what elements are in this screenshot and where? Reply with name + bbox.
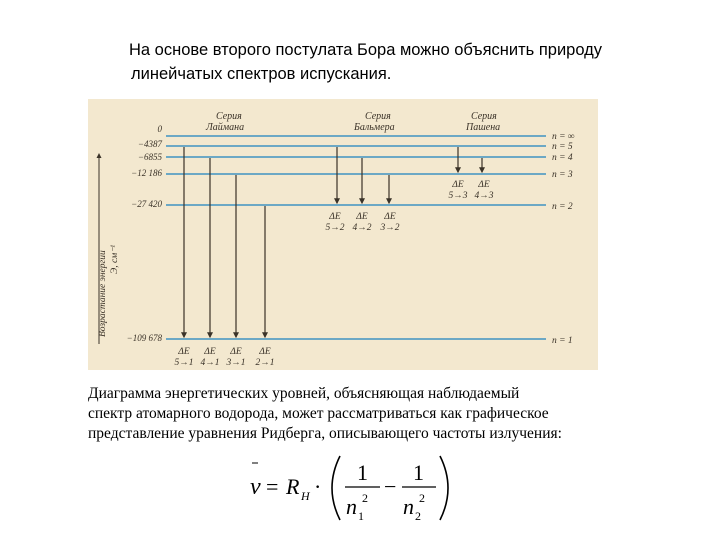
lyman-delta-4: ΔE (259, 347, 271, 357)
series-paschen-label-2: Пашена (466, 122, 501, 133)
series-balmer-label-1: Серия (365, 111, 391, 122)
formula-equals: = (266, 474, 279, 499)
lyman-delta-2: ΔE (204, 347, 216, 357)
series-lyman-label-2: Лаймана (206, 122, 245, 133)
energy-axis-unit: Э, см⁻¹ (110, 244, 120, 274)
paschen-trans-2: 4→3 (474, 191, 494, 201)
energy-level-diagram (88, 99, 598, 370)
frac2-n-sq: 2 (419, 491, 425, 505)
frac2-numerator: 1 (413, 460, 424, 485)
lyman-trans-4: 2→1 (255, 358, 275, 368)
balmer-trans-1: 5→2 (325, 223, 345, 233)
n-label-1: n = 1 (552, 336, 573, 346)
rydberg-formula (240, 448, 460, 528)
heading-line-2: линейчатых спектров испускания. (131, 65, 392, 83)
frac1-numerator: 1 (357, 460, 368, 485)
formula-r-sub: H (301, 489, 310, 503)
lyman-trans-1: 5→1 (174, 358, 194, 368)
formula-r: R (286, 474, 300, 499)
n-label-4: n = 4 (552, 153, 573, 163)
n-label-3: n = 3 (552, 170, 573, 180)
balmer-delta-1: ΔE (329, 212, 341, 222)
caption-line-2: спектр атомарного водорода, может рассматриваться как графическое (88, 405, 549, 422)
formula-nu: ν (250, 474, 261, 500)
slide-heading (129, 38, 689, 86)
balmer-delta-2: ΔE (356, 212, 368, 222)
energy-zero: 0 (157, 124, 162, 134)
paschen-trans-1: 5→3 (448, 191, 468, 201)
formula-dot: · (314, 474, 322, 499)
left-paren (332, 456, 340, 520)
frac2-n: n (403, 494, 414, 519)
energy-level-4: −6855 (137, 152, 162, 162)
frac1-n-sq: 2 (362, 491, 368, 505)
frac1-n: n (346, 494, 357, 519)
energy-level-3: −12 186 (131, 168, 162, 178)
right-paren (440, 456, 448, 520)
frac2-n-sub: 2 (415, 509, 421, 523)
lyman-trans-2: 4→1 (200, 358, 220, 368)
n-label-inf: n = ∞ (552, 132, 575, 142)
lyman-delta-1: ΔE (178, 347, 190, 357)
n-label-5: n = 5 (552, 142, 573, 152)
energy-level-5: −4387 (137, 139, 162, 149)
energy-level-2: −27 420 (131, 199, 162, 209)
n-label-2: n = 2 (552, 202, 573, 212)
series-lyman-label-1: Серия (216, 111, 242, 122)
balmer-trans-2: 4→2 (352, 223, 372, 233)
caption-line-3: представление уравнения Ридберга, описывающего частоты излучения: (88, 425, 562, 442)
lyman-delta-3: ΔE (230, 347, 242, 357)
paschen-delta-2: ΔE (478, 180, 490, 190)
energy-level-1: −109 678 (126, 333, 162, 343)
heading-line-1: На основе второго постулата Бора можно объяснить природу (129, 41, 603, 59)
energy-axis-label: Возрастание энергии (98, 250, 108, 337)
series-balmer-label-2: Бальмера (354, 122, 395, 133)
balmer-trans-3: 3→2 (380, 223, 400, 233)
diagram-caption (88, 384, 688, 444)
balmer-delta-3: ΔE (384, 212, 396, 222)
paschen-delta-1: ΔE (452, 180, 464, 190)
caption-line-1: Диаграмма энергетических уровней, объясняющая наблюдаемый (88, 385, 520, 402)
formula-minus: − (384, 474, 397, 499)
frac1-n-sub: 1 (358, 509, 364, 523)
lyman-trans-3: 3→1 (226, 358, 246, 368)
diagram-paper (88, 99, 598, 370)
series-paschen-label-1: Серия (471, 111, 497, 122)
